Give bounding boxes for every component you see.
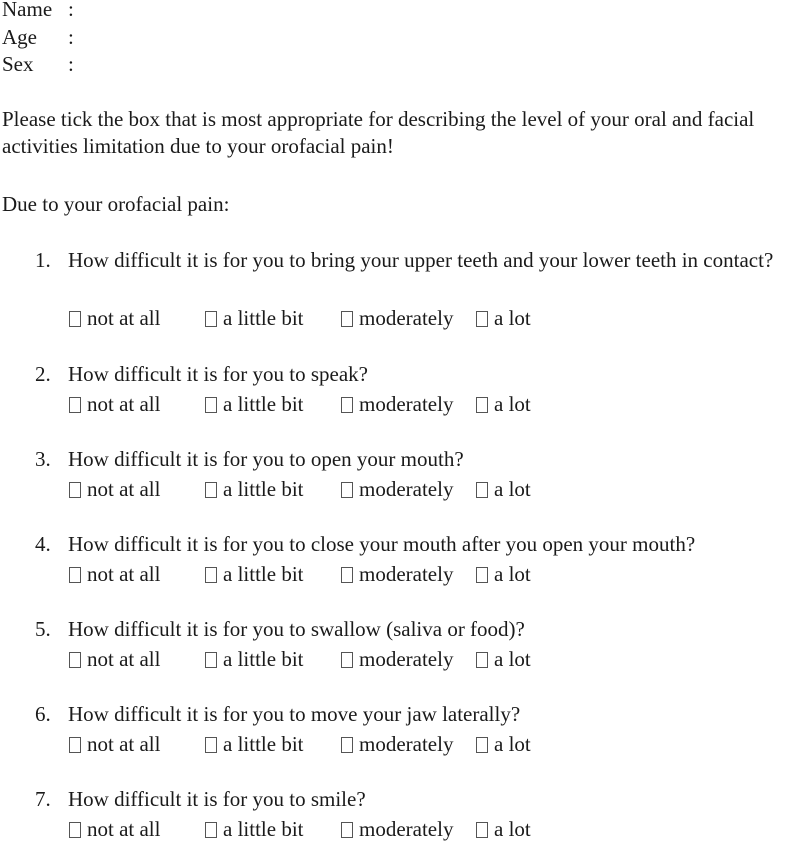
checkbox-not-at-all[interactable] <box>69 822 81 838</box>
checkbox-a-lot[interactable] <box>476 737 488 753</box>
option-not-at-all[interactable] <box>69 646 160 673</box>
option-moderately[interactable] <box>341 391 453 418</box>
question-number: 1. <box>35 248 51 272</box>
instruction-line-2: activities limitation due to your orofacial pain! <box>2 134 394 158</box>
option-not-at-all[interactable] <box>69 476 160 503</box>
option-moderately[interactable] <box>341 816 453 843</box>
checkbox-a-lot[interactable] <box>476 652 488 668</box>
option-label: a little bit <box>223 477 304 501</box>
option-not-at-all[interactable] <box>69 305 160 332</box>
option-label: moderately <box>359 392 454 416</box>
checkbox-a-lot[interactable] <box>476 397 488 413</box>
subheading: Due to your orofacial pain: <box>2 192 230 216</box>
checkbox-a-little-bit[interactable] <box>205 652 217 668</box>
option-a-lot[interactable] <box>476 476 531 503</box>
option-label: a lot <box>494 647 531 671</box>
question-number: 4. <box>35 532 51 556</box>
option-label: moderately <box>359 732 454 756</box>
checkbox-not-at-all[interactable] <box>69 482 81 498</box>
option-moderately[interactable] <box>341 731 453 758</box>
option-label: a lot <box>494 732 531 756</box>
checkbox-moderately[interactable] <box>341 397 353 413</box>
checkbox-moderately[interactable] <box>341 822 353 838</box>
question-number: 3. <box>35 447 51 471</box>
option-label: moderately <box>359 817 454 841</box>
checkbox-not-at-all[interactable] <box>69 311 81 327</box>
question-text: How difficult it is for you to close your mouth after you open your mouth? <box>68 532 696 556</box>
option-label: a little bit <box>223 817 304 841</box>
question-text: How difficult it is for you to speak? <box>68 362 368 386</box>
question-number: 6. <box>35 702 51 726</box>
option-moderately[interactable] <box>341 476 453 503</box>
question-text: How difficult it is for you to bring your upper teeth and your lower teeth in contact? <box>68 248 774 272</box>
option-not-at-all[interactable] <box>69 731 160 758</box>
question-number: 5. <box>35 617 51 641</box>
option-a-lot[interactable] <box>476 646 531 673</box>
option-label: not at all <box>87 477 161 501</box>
option-label: a little bit <box>223 306 304 330</box>
option-moderately[interactable] <box>341 561 453 588</box>
question-text: How difficult it is for you to smile? <box>68 787 366 811</box>
option-moderately[interactable] <box>341 305 453 332</box>
option-label: not at all <box>87 306 161 330</box>
instruction-text <box>2 106 800 187</box>
option-label: a lot <box>494 817 531 841</box>
checkbox-not-at-all[interactable] <box>69 567 81 583</box>
option-label: moderately <box>359 477 454 501</box>
question-number: 7. <box>35 787 51 811</box>
option-moderately[interactable] <box>341 646 453 673</box>
option-a-little-bit[interactable] <box>205 476 303 503</box>
option-label: a little bit <box>223 647 304 671</box>
checkbox-not-at-all[interactable] <box>69 397 81 413</box>
option-a-lot[interactable] <box>476 731 531 758</box>
sex-colon: : <box>68 52 74 76</box>
checkbox-a-little-bit[interactable] <box>205 397 217 413</box>
option-a-lot[interactable] <box>476 305 531 332</box>
option-not-at-all[interactable] <box>69 391 160 418</box>
age-label: Age <box>2 24 37 49</box>
option-label: moderately <box>359 562 454 586</box>
checkbox-not-at-all[interactable] <box>69 737 81 753</box>
option-a-little-bit[interactable] <box>205 391 303 418</box>
checkbox-a-little-bit[interactable] <box>205 567 217 583</box>
option-label: not at all <box>87 817 161 841</box>
checkbox-a-lot[interactable] <box>476 482 488 498</box>
instruction-line-1: Please tick the box that is most appropriate for describing the level of your oral and facial <box>2 107 755 131</box>
option-label: not at all <box>87 562 161 586</box>
option-a-little-bit[interactable] <box>205 561 303 588</box>
checkbox-a-little-bit[interactable] <box>205 311 217 327</box>
checkbox-a-lot[interactable] <box>476 311 488 327</box>
option-a-lot[interactable] <box>476 816 531 843</box>
option-label: moderately <box>359 647 454 671</box>
option-not-at-all[interactable] <box>69 561 160 588</box>
checkbox-a-little-bit[interactable] <box>205 482 217 498</box>
checkbox-not-at-all[interactable] <box>69 652 81 668</box>
checkbox-moderately[interactable] <box>341 737 353 753</box>
personal-info <box>2 0 78 79</box>
sex-label: Sex <box>2 52 34 76</box>
option-label: a lot <box>494 477 531 501</box>
checkbox-a-lot[interactable] <box>476 822 488 838</box>
option-label: moderately <box>359 306 454 330</box>
name-colon: : <box>68 0 74 21</box>
option-a-little-bit[interactable] <box>205 816 303 843</box>
option-not-at-all[interactable] <box>69 816 160 843</box>
option-label: a lot <box>494 306 531 330</box>
option-label: a lot <box>494 562 531 586</box>
checkbox-moderately[interactable] <box>341 311 353 327</box>
age-row <box>2 24 78 52</box>
option-label: a little bit <box>223 562 304 586</box>
option-a-little-bit[interactable] <box>205 646 303 673</box>
checkbox-moderately[interactable] <box>341 567 353 583</box>
checkbox-moderately[interactable] <box>341 482 353 498</box>
option-label: not at all <box>87 392 161 416</box>
option-a-lot[interactable] <box>476 561 531 588</box>
question-text: How difficult it is for you to move your jaw laterally? <box>68 702 521 726</box>
option-label: a little bit <box>223 392 304 416</box>
checkbox-moderately[interactable] <box>341 652 353 668</box>
option-a-lot[interactable] <box>476 391 531 418</box>
question-text: How difficult it is for you to open your mouth? <box>68 447 464 471</box>
age-colon: : <box>68 24 74 49</box>
checkbox-a-little-bit[interactable] <box>205 737 217 753</box>
option-label: not at all <box>87 732 161 756</box>
question-text: How difficult it is for you to swallow (saliva or food)? <box>68 617 525 641</box>
name-row <box>2 0 78 24</box>
name-label: Name <box>2 0 53 21</box>
option-label: a lot <box>494 392 531 416</box>
option-a-little-bit[interactable] <box>205 305 303 332</box>
checkbox-a-little-bit[interactable] <box>205 822 217 838</box>
checkbox-a-lot[interactable] <box>476 567 488 583</box>
sex-row <box>2 51 78 79</box>
option-a-little-bit[interactable] <box>205 731 303 758</box>
option-label: not at all <box>87 647 161 671</box>
question-number: 2. <box>35 362 51 386</box>
option-label: a little bit <box>223 732 304 756</box>
